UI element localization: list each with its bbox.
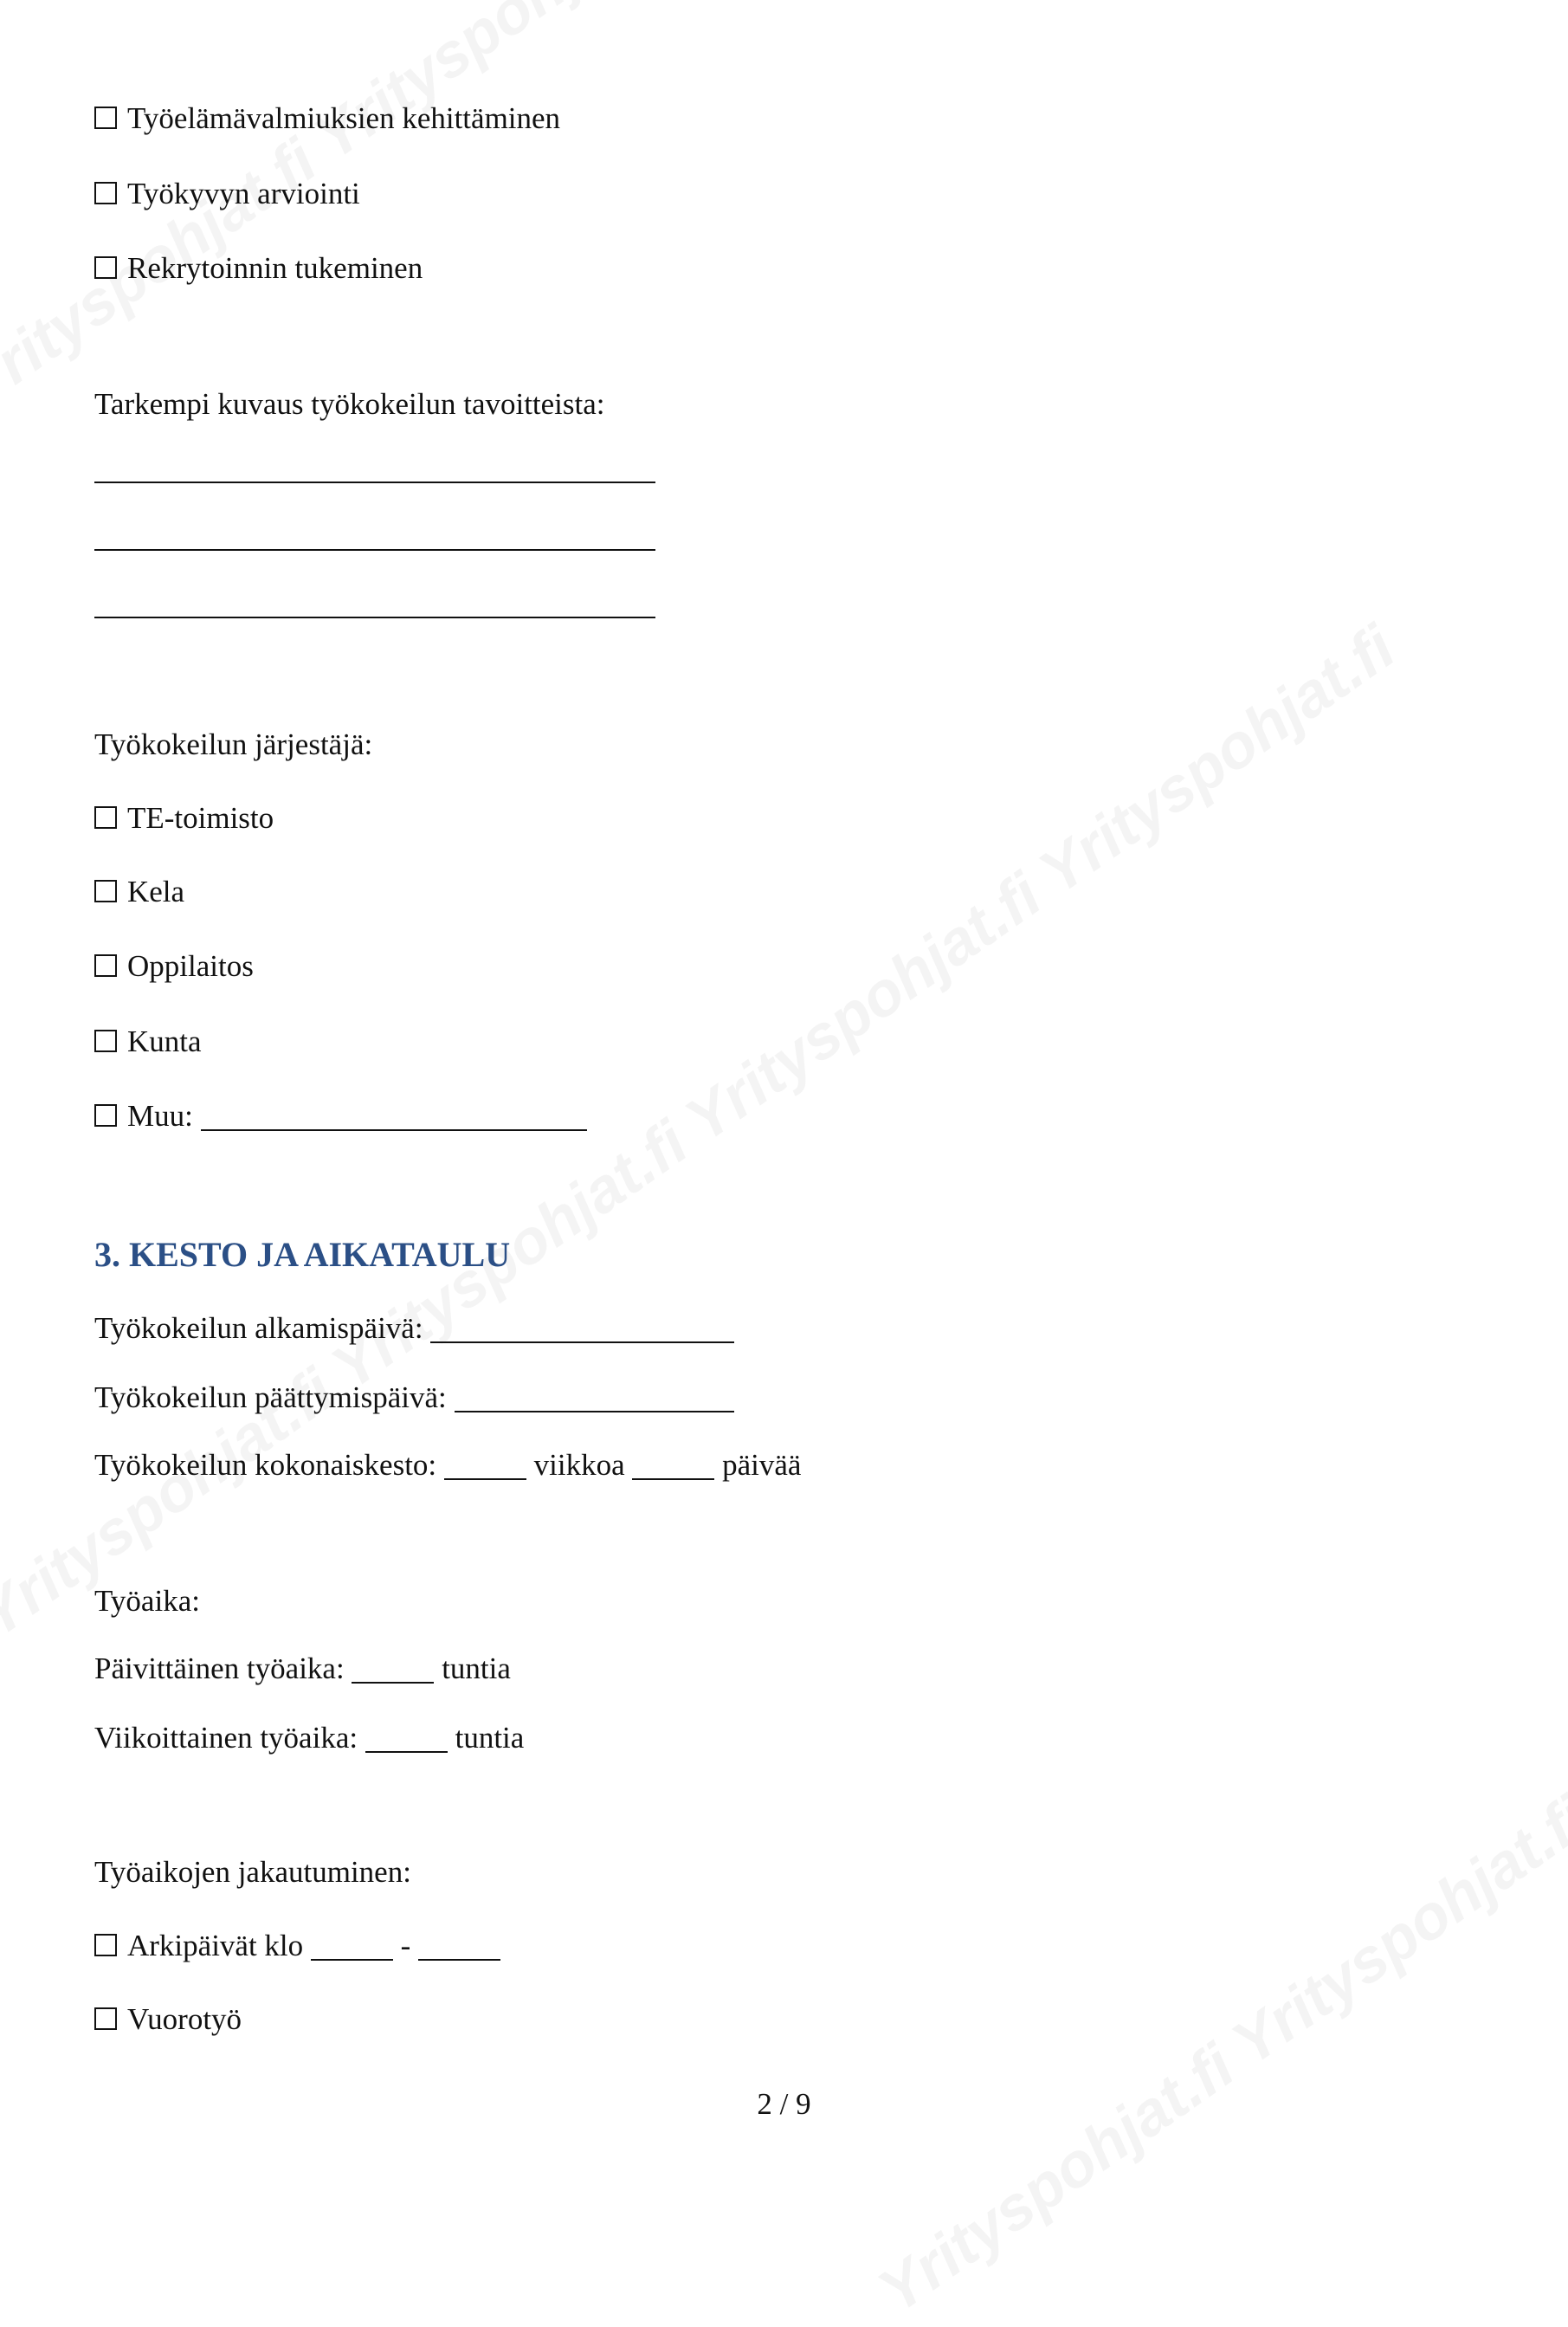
checkbox-label: Muu: xyxy=(127,1099,193,1133)
checkbox-label: Työelämävalmiuksien kehittäminen xyxy=(127,101,561,135)
checkbox-item[interactable] xyxy=(94,948,254,985)
checkbox-item[interactable] xyxy=(94,874,184,910)
checkbox[interactable] xyxy=(94,954,117,977)
description-line[interactable] xyxy=(94,523,655,551)
weeks-unit: viikkoa xyxy=(533,1448,625,1482)
days-field[interactable] xyxy=(632,1452,714,1480)
checkbox-label: Arkipäivät klo xyxy=(127,1929,304,1962)
start-time-field[interactable] xyxy=(311,1933,393,1961)
daily-hours-label: Päivittäinen työaika: xyxy=(94,1652,345,1685)
checkbox-item[interactable] xyxy=(94,1098,587,1134)
checkbox-label: Työkyvyn arviointi xyxy=(127,177,360,210)
daily-hours-field[interactable] xyxy=(352,1656,434,1684)
checkbox[interactable] xyxy=(94,1934,117,1956)
checkbox-label: TE-toimisto xyxy=(127,801,274,835)
checkbox-item[interactable] xyxy=(94,1024,202,1060)
end-date-label: Työkokeilun päättymispäivä: xyxy=(94,1380,447,1414)
checkbox-item[interactable] xyxy=(94,100,560,137)
checkbox-label: Rekrytoinnin tukeminen xyxy=(127,251,423,285)
description-line[interactable] xyxy=(94,591,655,618)
checkbox-item[interactable] xyxy=(94,800,274,837)
days-unit: päivää xyxy=(722,1448,802,1482)
end-date-field[interactable] xyxy=(455,1385,734,1412)
checkbox[interactable] xyxy=(94,806,117,829)
other-field[interactable] xyxy=(201,1103,587,1131)
checkbox-label: Kela xyxy=(127,875,185,908)
checkbox-item[interactable] xyxy=(94,1928,500,1964)
distribution-label: Työaikojen jakautuminen: xyxy=(94,1855,411,1889)
checkbox-label: Kunta xyxy=(127,1025,202,1058)
end-time-field[interactable] xyxy=(418,1933,500,1961)
hours-unit: tuntia xyxy=(455,1721,525,1755)
organizer-label: Työkokeilun järjestäjä: xyxy=(94,727,373,761)
weekly-hours-label: Viikoittainen työaika: xyxy=(94,1721,358,1755)
checkbox[interactable] xyxy=(94,2007,117,2030)
worktime-label: Työaika: xyxy=(94,1584,200,1618)
checkbox-label: Vuorotyö xyxy=(127,2002,242,2036)
section-heading: 3. KESTO JA AIKATAULU xyxy=(94,1235,511,1274)
duration-label: Työkokeilun kokonaiskesto: xyxy=(94,1448,437,1482)
checkbox-item[interactable] xyxy=(94,250,423,287)
weekly-hours-field[interactable] xyxy=(365,1725,448,1753)
checkbox[interactable] xyxy=(94,107,117,129)
weeks-field[interactable] xyxy=(444,1452,526,1480)
checkbox[interactable] xyxy=(94,1104,117,1127)
start-date-field[interactable] xyxy=(430,1315,734,1343)
checkbox[interactable] xyxy=(94,880,117,902)
checkbox[interactable] xyxy=(94,1030,117,1052)
checkbox-item[interactable] xyxy=(94,2001,242,2038)
watermark xyxy=(866,1783,1568,2327)
goals-description-label: Tarkempi kuvaus työkokeilun tavoitteista: xyxy=(94,387,605,421)
checkbox-label: Oppilaitos xyxy=(127,949,254,983)
dash: - xyxy=(400,1929,411,1962)
checkbox[interactable] xyxy=(94,182,117,204)
description-line[interactable] xyxy=(94,456,655,483)
start-date-label: Työkokeilun alkamispäivä: xyxy=(94,1311,423,1345)
checkbox-item[interactable] xyxy=(94,176,360,212)
page-number: 2 / 9 xyxy=(757,2087,811,2121)
hours-unit: tuntia xyxy=(442,1652,511,1685)
checkbox[interactable] xyxy=(94,256,117,279)
